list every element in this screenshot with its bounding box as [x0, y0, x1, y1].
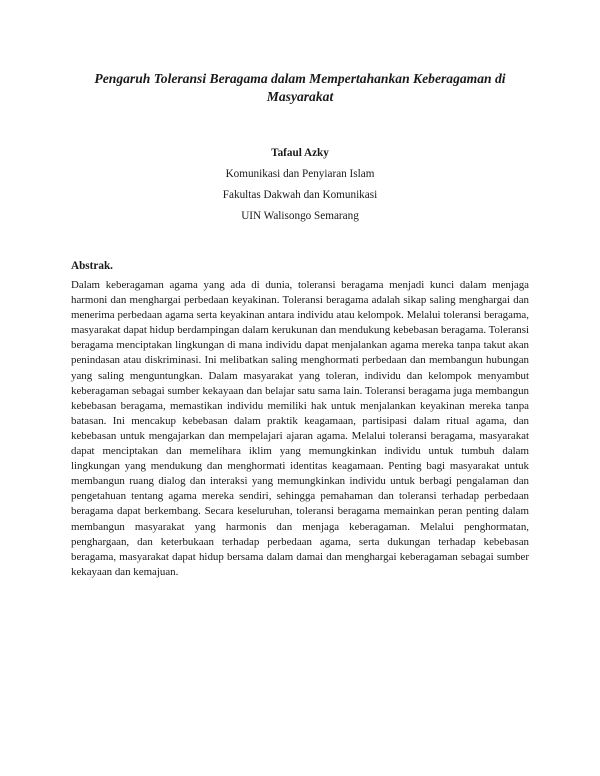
author-block	[100, 143, 500, 227]
affiliation-university: UIN Walisongo Semarang	[241, 210, 359, 222]
affiliation-program: Komunikasi dan Penyiaran Islam	[225, 168, 375, 180]
abstract-heading: Abstrak.	[71, 260, 113, 272]
abstract-body: Dalam keberagaman agama yang ada di dunia, toleransi beragama menjadi kunci dalam menjaga harmoni dan menghargai perbedaan keyakinan. Toleransi beragama adalah sikap saling menghargai dan menerima perbedaan agama serta keyakinan antara individu atau kelompok. Melalui toleransi beragama, masyarakat dapat hidup berdampingan dalam kerukunan dan mendukung kebebasan beragama. Toleransi beragama menciptakan lingkungan di mana individu dapat menjalankan agama mereka tanpa takut akan penindasan atau diskriminasi. Ini melibatkan saling menghormati perbedaan dan membangun hubungan yang saling menguntungkan. Dalam masyarakat yang toleran, individu dan kelompok menyambut keberagaman sebagai sumber kekayaan dan belajar satu sama lain. Toleransi beragama juga membangun kebebasan beragama, memastikan individu memiliki hak untuk menjalankan keyakinan mereka tanpa batasan. Ini mencakup kebebasan dalam praktik keagamaan, partisipasi dalam ritual agama, dan kebebasan untuk mengajarkan dan mempelajari ajaran agama. Melalui toleransi beragama, masyarakat dapat menciptakan dan memelihara iklim yang memungkinkan individu untuk tumbuh dalam lingkungan yang mendukung dan menghormati identitas keagamaan. Penting bagi masyarakat untuk membangun ruang dialog dan interaksi yang memungkinkan individu untuk berbagi pengalaman dan pengetahuan tentang agama mereka sendiri, sehingga pemahaman dan toleransi terhadap perbedaan beragama dapat berkembang. Secara keseluruhan, toleransi beragama memainkan peran penting dalam membangun masyarakat yang harmonis dan menjaga keberagaman. Melalui penghormatan, penghargaan, dan keterbukaan terhadap perbedaan agama, serta dukungan terhadap kebebasan beragama, masyarakat dapat hidup bersama dalam damai dan menghargai keberagaman sebagai sumber kekayaan dan kemajuan.	[71, 279, 529, 578]
paper-title: Pengaruh Toleransi Beragama dalam Mempertahankan Keberagaman di Masyarakat	[94, 71, 506, 104]
affiliation-faculty: Fakultas Dakwah dan Komunikasi	[222, 189, 378, 201]
author-name: Tafaul Azky	[271, 147, 329, 159]
